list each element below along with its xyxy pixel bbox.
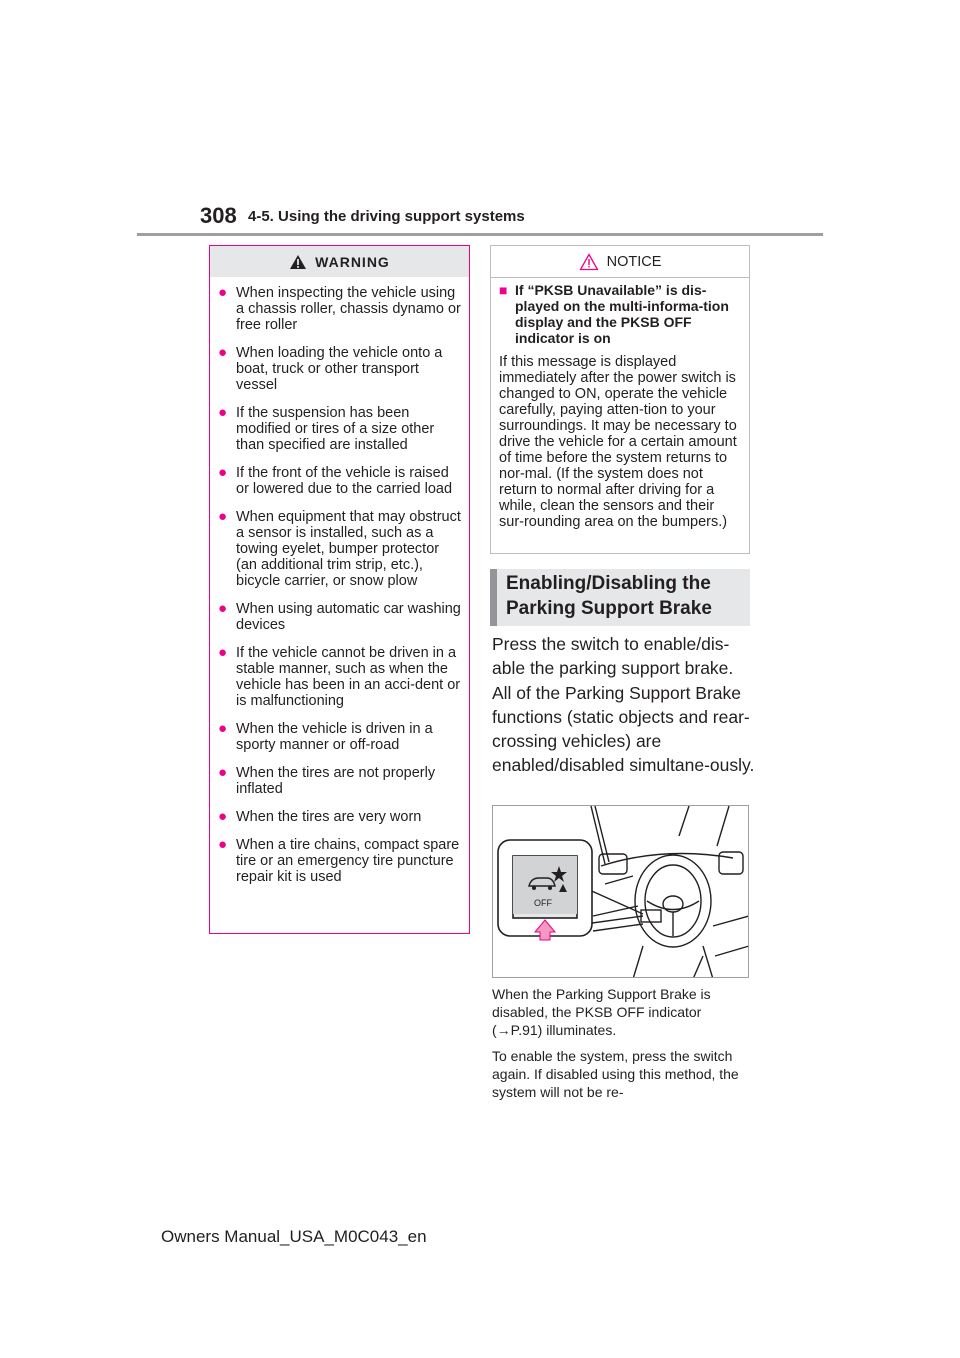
warning-item: ● When inspecting the vehicle using a chassis roller, chassis dynamo or free roller <box>218 284 461 333</box>
notice-triangle-icon <box>579 253 599 271</box>
section-heading <box>490 569 750 626</box>
warning-box <box>209 245 470 934</box>
square-bullet-icon: ■ <box>499 282 508 298</box>
bullet-icon: ● <box>218 720 228 737</box>
header-rule <box>137 233 823 236</box>
warning-item: ● If the front of the vehicle is raised or lowered due to the carried load <box>218 464 453 497</box>
switch-illustration <box>492 805 749 978</box>
bullet-icon: ● <box>218 508 228 525</box>
body-paragraph-2: All of the Parking Support Brake functions (static objects and rear-crossing vehicles) are enabled/disabled simultane-ously. <box>492 683 755 775</box>
bullet-icon: ● <box>218 344 228 361</box>
warning-triangle-icon <box>289 254 307 270</box>
warning-item: ● When a tire chains, compact spare tire or an emergency tire puncture repair kit is used <box>218 836 460 885</box>
warning-item: ● If the vehicle cannot be driven in a stable manner, such as when the vehicle has been in an acci-dent or is malfunctioning <box>218 644 461 709</box>
bullet-icon: ● <box>218 836 228 853</box>
body-paragraph-4: To enable the system, press the switch again. If disabled using this method, the system will not be re- <box>492 1048 739 1100</box>
section-title: 4-5. Using the driving support systems <box>248 208 525 225</box>
warning-item: ● When equipment that may obstruct a sensor is installed, such as a towing eyelet, bumper protector (an additional trim strip, etc.), bicycle carrier, or snow plow <box>218 508 461 589</box>
switch-off-label: OFF <box>534 898 552 908</box>
warning-item: ● When the vehicle is driven in a sporty manner or off-road <box>218 720 433 753</box>
warning-header <box>210 246 469 277</box>
bullet-icon: ● <box>218 764 228 781</box>
warning-item: ● When using automatic car washing devices <box>218 600 461 633</box>
notice-header <box>491 246 749 278</box>
notice-item-heading: ■ If “PKSB Unavailable” is dis-played on the multi-informa-tion display and the PKSB OFF indicator is on <box>499 282 729 346</box>
bullet-icon: ● <box>218 600 228 617</box>
warning-item: ● If the suspension has been modified or tires of a size other than specified are installed <box>218 404 435 453</box>
bullet-icon: ● <box>218 464 228 481</box>
section-heading-text: Enabling/Disabling the Parking Support Brake <box>506 573 712 619</box>
notice-title: NOTICE <box>606 253 662 270</box>
bullet-icon: ● <box>218 404 228 421</box>
warning-title: WARNING <box>315 253 390 270</box>
warning-item: ● When the tires are not properly inflated <box>218 764 436 797</box>
warning-list <box>210 277 469 885</box>
heading-bar <box>490 569 497 626</box>
bullet-icon: ● <box>218 644 228 661</box>
notice-text: If this message is displayed immediately after the power switch is changed to ON, operate the vehicle carefully, paying atten-tion to your surroundings. It may be necessary to drive the vehicle for a certain amount of time before the system returns to nor-mal. (If the system does not return to normal after driving for a while, clean the sensors and their sur-rounding area on the bumpers.) <box>499 354 737 530</box>
page-number: 308 <box>200 203 237 228</box>
body-paragraph-1: Press the switch to enable/dis-able the parking support brake. <box>492 634 734 678</box>
notice-box <box>490 245 750 554</box>
figure-caption: When the Parking Support Brake is disabled, the PKSB OFF indicator (→P.91) illuminates. <box>492 986 711 1038</box>
warning-item: ● When loading the vehicle onto a boat, truck or other transport vessel <box>218 344 443 393</box>
bullet-icon: ● <box>218 808 228 825</box>
bullet-icon: ● <box>218 284 228 301</box>
footer-text: Owners Manual_USA_M0C043_en <box>161 1227 427 1246</box>
warning-item: ● When the tires are very worn <box>218 808 422 825</box>
dashboard-drawing <box>493 806 749 978</box>
